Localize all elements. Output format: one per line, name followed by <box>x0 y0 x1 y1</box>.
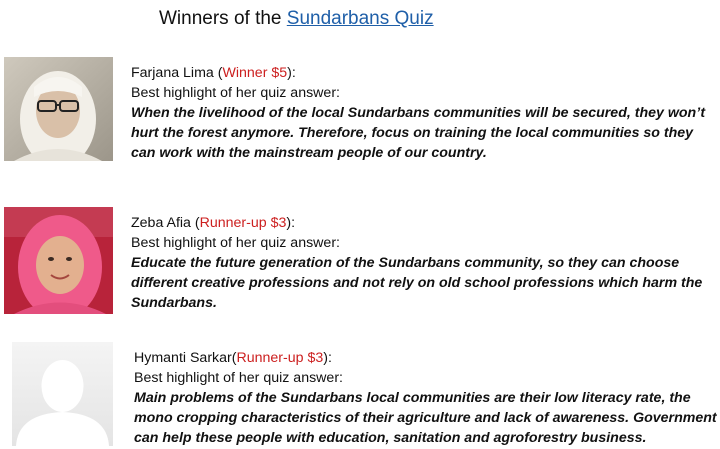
highlight-label: Best highlight of her quiz answer: <box>134 370 343 386</box>
quiz-answer-quote: When the livelihood of the local Sundarbans communities will be secured, they won’t hurt the forest anymore. Therefore, focus on training the local communities so they can work with the mainstream people of our country. <box>131 105 706 161</box>
winner-name-line <box>131 63 716 83</box>
prize-label: Winner $5 <box>222 65 288 81</box>
winner-text <box>134 348 717 448</box>
title-prefix: Winners of the <box>159 8 287 29</box>
page-title <box>159 8 434 30</box>
highlight-label: Best highlight of her quiz answer: <box>131 85 340 101</box>
winner-name: Farjana Lima <box>131 65 214 81</box>
quiz-answer-quote: Main problems of the Sundarbans local communities are their low literacy rate, the mono cropping characteristics of their agriculture and lack of awareness. Government can help these people with education, sanitation and agroforestry business. <box>134 390 717 446</box>
paren-close: ): <box>286 215 296 231</box>
highlight-label: Best highlight of her quiz answer: <box>131 235 340 251</box>
paren-open: ( <box>231 350 237 366</box>
sundarbans-quiz-link[interactable]: Sundarbans Quiz <box>286 8 434 29</box>
winner-photo <box>4 57 113 161</box>
paren-open: ( <box>213 65 223 81</box>
paren-open: ( <box>190 215 200 231</box>
winner-name: Zeba Afia <box>131 215 191 231</box>
placeholder-avatar-icon <box>12 342 113 446</box>
paren-close: ): <box>323 350 332 366</box>
winner-text <box>131 213 716 313</box>
winner-text <box>131 63 716 163</box>
winner-name-line <box>134 348 717 368</box>
winner-name: Hymanti Sarkar <box>134 350 232 366</box>
quiz-answer-quote: Educate the future generation of the Sundarbans community, so they can choose different creative professions and not rely on old school professions which harm the Sundarbans. <box>131 255 703 311</box>
prize-label: Runner-up $3 <box>199 215 287 231</box>
winner-name-line <box>131 213 716 233</box>
prize-label: Runner-up $3 <box>236 350 324 366</box>
winner-photo <box>4 207 113 314</box>
paren-close: ): <box>287 65 296 81</box>
